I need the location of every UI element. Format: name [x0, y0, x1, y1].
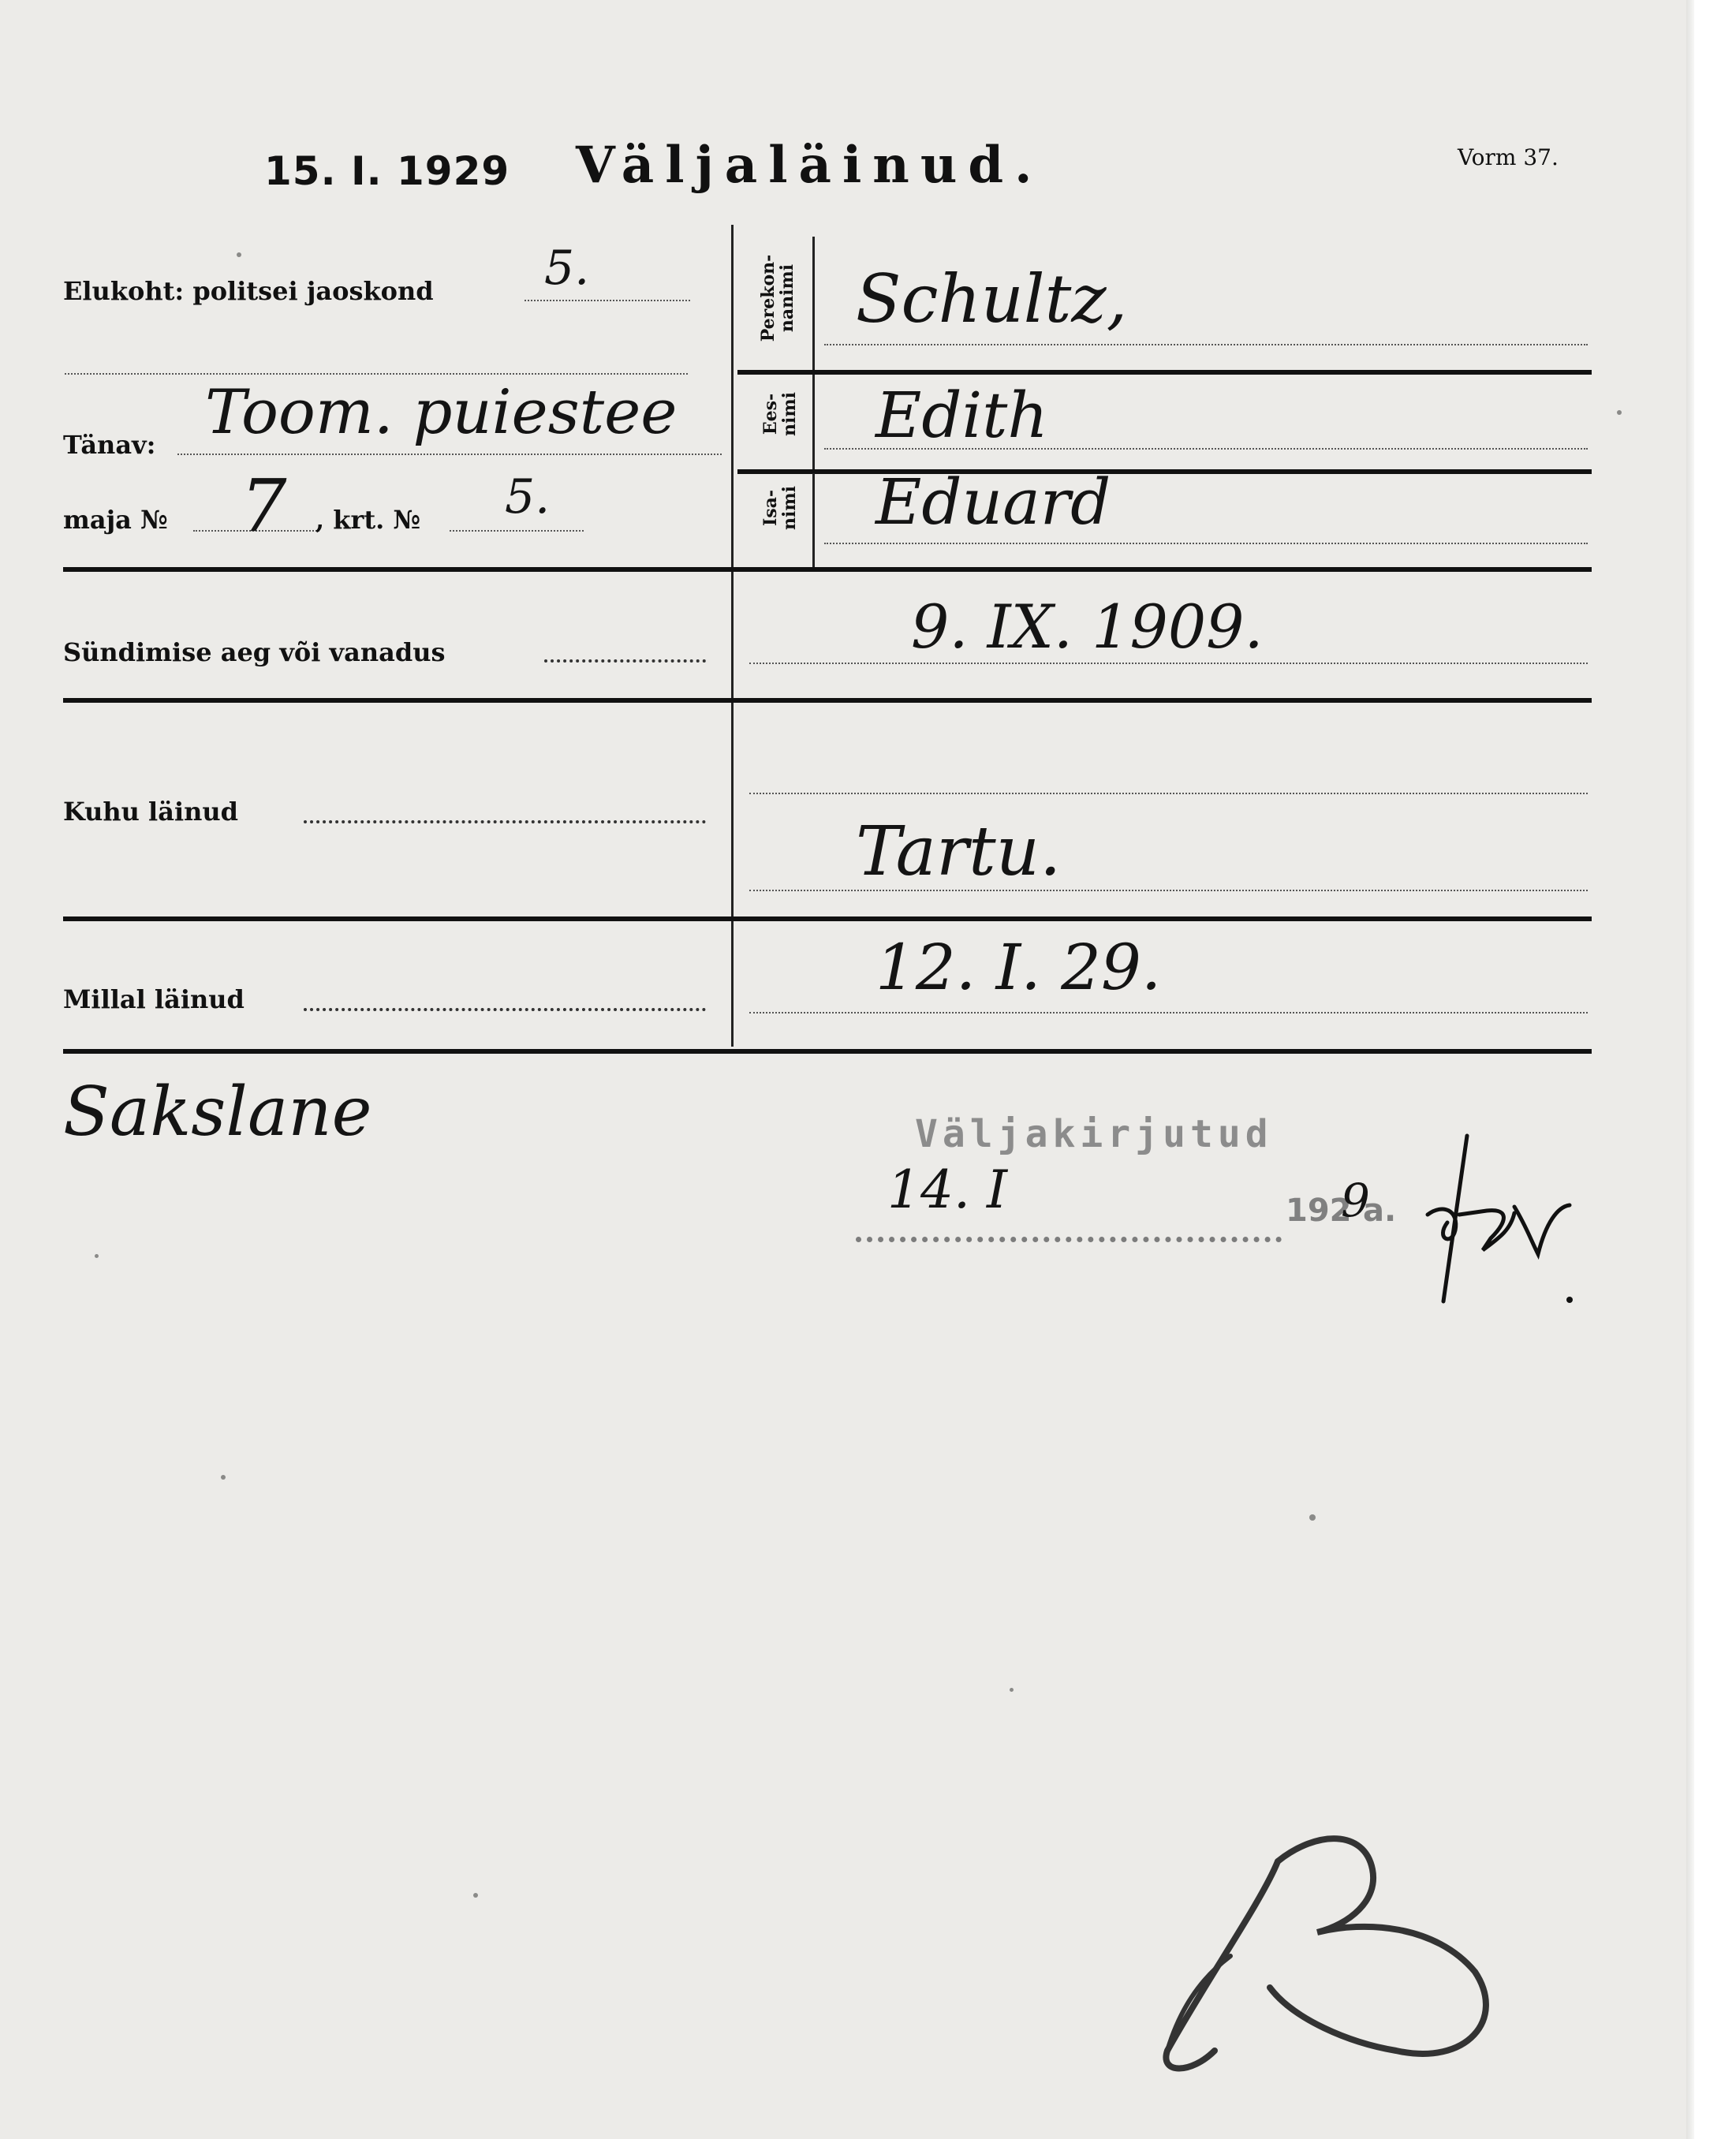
surname-side-label: Perekon- nanimi: [758, 254, 797, 342]
rule-after-departure: [63, 1049, 1592, 1054]
first-name-rule: [737, 469, 1592, 474]
apartment-dotted-line: [450, 530, 584, 532]
father-name-dotted-line: [824, 543, 1588, 544]
house-label: maja №: [63, 505, 168, 535]
stamp-year-digit: 9: [1341, 1174, 1370, 1227]
paper-speck: [1617, 410, 1622, 415]
rule-after-address: [63, 567, 1592, 572]
first-name-label-divider: [812, 375, 815, 469]
father-name-label-divider: [812, 473, 815, 568]
birth-dotted-line: [749, 663, 1588, 664]
precinct-dotted-line: [525, 300, 690, 301]
street-label: Tänav:: [63, 430, 156, 460]
written-out-stamp-heading: Väljakirjutud: [915, 1112, 1273, 1156]
birth-label: Sündimise aeg või vanadus: [63, 637, 446, 667]
destination-upper-dotted-line: [749, 793, 1588, 794]
father-name-value: Eduard: [875, 465, 1111, 539]
surname-value: Schultz,: [856, 260, 1128, 338]
destination-value: Tartu.: [856, 812, 1062, 891]
paper-speck: [237, 252, 241, 257]
birth-value: 9. IX. 1909.: [911, 592, 1264, 662]
first-name-value: Edith: [875, 379, 1048, 452]
departure-date-value: 12. I. 29.: [875, 931, 1162, 1004]
handwritten-b-mark: [1136, 1814, 1514, 2114]
father-name-side-label: Isa- nimi: [760, 486, 800, 530]
apartment-value: 5.: [505, 469, 551, 524]
paper-speck: [1010, 1688, 1014, 1692]
stamp-year-suffix: a.: [1363, 1193, 1397, 1229]
stamp-dotted-line: [856, 1237, 1282, 1242]
column-divider: [731, 225, 734, 1047]
destination-label-leader: [304, 820, 706, 823]
first-name-side-label: Ees- nimi: [760, 392, 800, 436]
stamp-year-prefix: 192: [1286, 1193, 1352, 1229]
precinct-value: 5.: [544, 241, 590, 296]
house-value: 7: [241, 464, 287, 548]
date-stamp: 15. I. 1929: [264, 148, 510, 194]
surname-rule: [737, 370, 1592, 375]
rule-after-destination: [63, 916, 1592, 921]
surname-label-divider: [812, 237, 815, 371]
scan-margin: [1694, 0, 1736, 2139]
birth-label-leader: [544, 659, 706, 663]
paper-speck: [95, 1254, 99, 1258]
rule-after-birth: [63, 698, 1592, 703]
nationality-note: Sakslane: [63, 1073, 372, 1152]
form-number: Vorm 37.: [1458, 144, 1559, 170]
form-title: Väljaläinud.: [576, 136, 1043, 195]
street-value: Toom. puiestee: [205, 377, 678, 448]
surname-dotted-line: [824, 344, 1588, 345]
residence-extra-line: [65, 373, 688, 375]
residence-label: Elukoht: politsei jaoskond: [63, 276, 434, 306]
paper-speck: [221, 1475, 226, 1480]
paper-speck: [473, 1893, 478, 1898]
destination-label: Kuhu läinud: [63, 797, 238, 827]
official-signature: [1412, 1120, 1617, 1325]
departure-label-leader: [304, 1008, 706, 1011]
departure-dotted-line: [749, 1012, 1588, 1014]
departure-date-label: Millal läinud: [63, 984, 245, 1014]
apartment-label: , krt. №: [315, 505, 421, 535]
first-name-dotted-line: [824, 448, 1588, 450]
stamp-day-month: 14. I: [887, 1159, 1008, 1220]
street-dotted-line: [177, 454, 722, 455]
destination-dotted-line: [749, 890, 1588, 891]
paper-speck: [1309, 1514, 1316, 1521]
